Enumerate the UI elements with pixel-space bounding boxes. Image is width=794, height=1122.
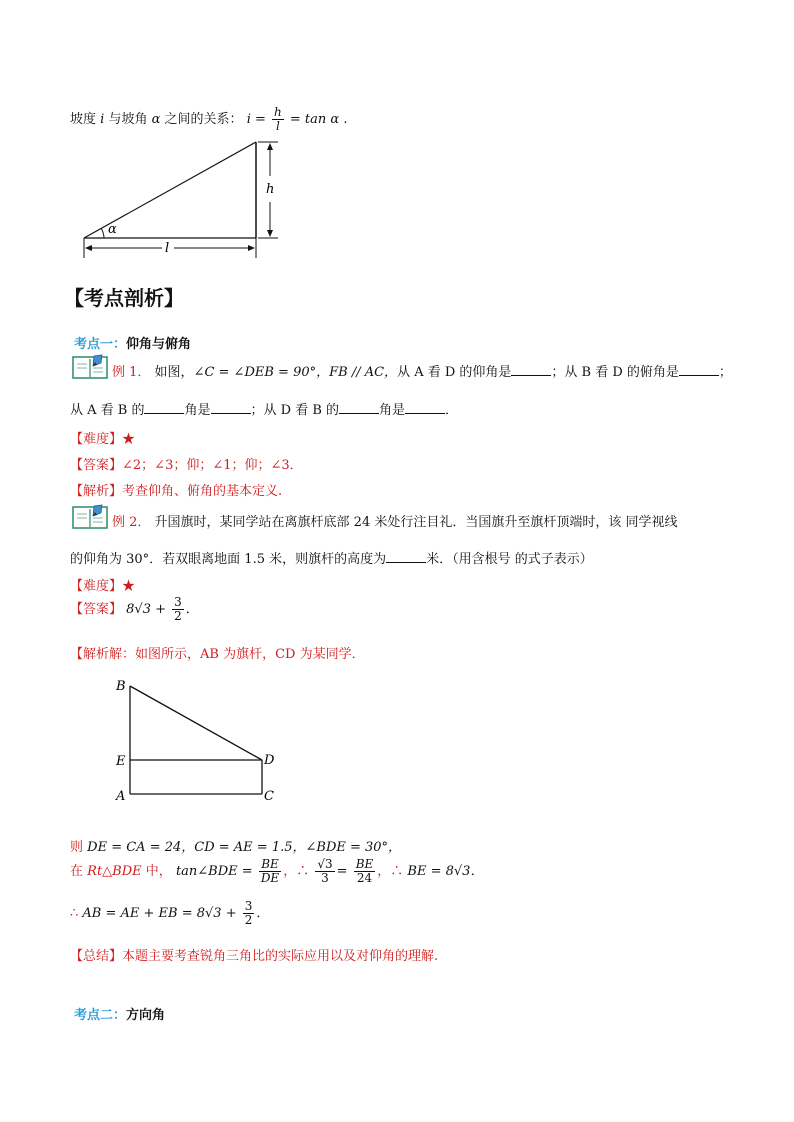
kp2-heading: 考点二：方向角 [74, 1008, 166, 1023]
l-arrow-right [248, 245, 255, 251]
fraction-sqrt3-3: $\frac{√3}{3}$ [317, 857, 333, 885]
ex1-analysis: 【解析】考查仰角、俯角的基本定义. [70, 484, 283, 499]
point-A-label: A [116, 789, 126, 804]
h-arrow-up [267, 143, 273, 150]
fraction-be-24: $\frac{BE}{24}$ [355, 857, 374, 885]
answer-blank[interactable] [211, 401, 251, 414]
ex2-analysis: 【解析解：如图所示，AB 为旗杆，CD 为某同学． [70, 647, 365, 662]
l-label: l [165, 241, 170, 256]
book-pencil-icon [72, 354, 108, 380]
alpha-label: α [108, 222, 117, 237]
ex2-line1: 例 2． 升国旗时，某同学站在离旗杆底部 24 米处行注目礼．当国旗升至旗杆顶端时，该 同学视线 [112, 515, 678, 530]
angle-arc [101, 228, 104, 238]
ex2-difficulty: 【难度】★ [70, 579, 136, 594]
solution-line-3: ∴ AB = AE + EB = 8√3 + $\frac{3}{2}$ ． [70, 899, 270, 927]
ex2-answer: 【答案】 8√3 + $\frac{3}{2}$ ． [70, 595, 199, 623]
sight-line-BD [130, 686, 262, 760]
point-B-label: B [116, 679, 126, 694]
h-label: h [266, 182, 275, 197]
ex2-line2: 的仰角为 30°．若双眼离地面 1.5 米，则旗杆的高度为 米．（用含根号 的式子表示） [70, 552, 593, 567]
book-pencil-icon [72, 504, 108, 530]
slope-diagram [70, 132, 290, 262]
answer-blank[interactable] [511, 363, 551, 376]
intro-line: 坡度 i 与坡角 α 之间的关系： i = $\frac{h}{l}$ = tan α . [70, 105, 348, 133]
ex1-difficulty: 【难度】★ [70, 432, 136, 447]
ex1-line1: 例 1． 如图，∠C = ∠DEB = 90°，FB // AC，从 A 看 D 的仰角是 ；从 B 看 D 的俯角是 ； [112, 365, 732, 380]
point-C-label: C [264, 789, 274, 804]
answer-blank[interactable] [386, 550, 426, 563]
slope-fraction: $\frac{h}{l}$ [274, 105, 282, 133]
h-arrow-down [267, 230, 273, 237]
section-title: 【考点剖析】 [64, 286, 184, 310]
solution-line-1: 则 DE = CA = 24，CD = AE = 1.5，∠BDE = 30°， [70, 840, 402, 855]
answer-blank[interactable] [144, 401, 184, 414]
kp1-heading: 考点一：仰角与俯角 [74, 337, 192, 352]
l-arrow-left [85, 245, 92, 251]
ex1-answer: 【答案】∠2；∠3；仰；∠1；仰；∠3． [70, 458, 303, 473]
point-D-label: D [264, 753, 275, 768]
solution-line-2: 在 Rt△BDE 中， tan∠BDE = $\frac{BE}{DE}$ ，∴ $\frac{√3}{3}$ = $\frac{BE}{24}$ ，∴ BE = 8√3． [70, 857, 484, 885]
ex1-line2: 从 A 看 B 的 角是 ；从 D 看 B 的 角是 ． [70, 403, 459, 418]
ex2-summary: 【总结】本题主要考查锐角三角比的实际应用以及对仰角的理解. [70, 949, 439, 964]
answer-blank[interactable] [339, 401, 379, 414]
answer-blank[interactable] [405, 401, 445, 414]
fraction-3-2: $\frac{3}{2}$ [244, 899, 253, 927]
answer-blank[interactable] [679, 363, 719, 376]
point-E-label: E [116, 754, 126, 769]
flagpole-diagram [110, 676, 290, 806]
fraction-be-de: $\frac{BE}{DE}$ [260, 857, 280, 885]
answer-fraction: $\frac{3}{2}$ [174, 595, 182, 623]
